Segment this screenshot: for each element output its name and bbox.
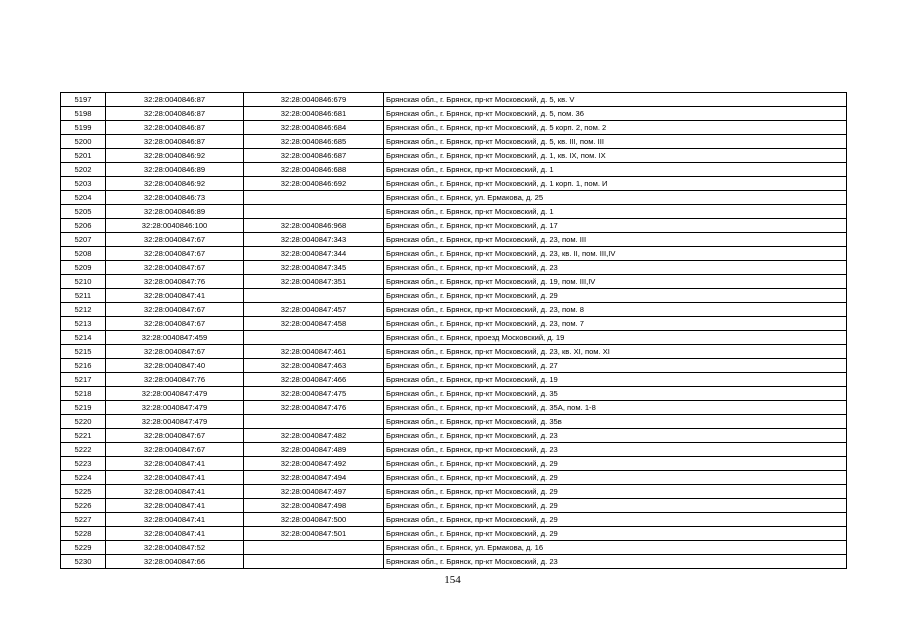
table-row <box>61 261 847 275</box>
table-row <box>61 107 847 121</box>
address-cell: Брянская обл., г. Брянск, пр-кт Московский, д. 27 <box>384 359 847 373</box>
address-cell: Брянская обл., г. Брянск, пр-кт Московский, д. 23, пом. III <box>384 233 847 247</box>
address-cell: Брянская обл., г. Брянск, пр-кт Московский, д. 29 <box>384 499 847 513</box>
row-number-cell: 5212 <box>61 303 106 317</box>
row-number-cell: 5223 <box>61 457 106 471</box>
object-cadastral-number-cell: 32:28:0040847:500 <box>244 513 384 527</box>
parcel-cadastral-number-cell: 32:28:0040846:89 <box>106 205 244 219</box>
table-row <box>61 471 847 485</box>
row-number-cell: 5211 <box>61 289 106 303</box>
address-cell: Брянская обл., г. Брянск, пр-кт Московский, д. 29 <box>384 485 847 499</box>
parcel-cadastral-number-cell: 32:28:0040847:67 <box>106 233 244 247</box>
table-row <box>61 233 847 247</box>
table-row <box>61 303 847 317</box>
object-cadastral-number-cell <box>244 289 384 303</box>
object-cadastral-number-cell <box>244 191 384 205</box>
object-cadastral-number-cell <box>244 415 384 429</box>
parcel-cadastral-number-cell: 32:28:0040847:67 <box>106 443 244 457</box>
address-cell: Брянская обл., г. Брянск, пр-кт Московский, д. 23 <box>384 443 847 457</box>
table-row <box>61 149 847 163</box>
parcel-cadastral-number-cell: 32:28:0040847:52 <box>106 541 244 555</box>
table-row <box>61 135 847 149</box>
table-row <box>61 359 847 373</box>
parcel-cadastral-number-cell: 32:28:0040847:479 <box>106 401 244 415</box>
table-row <box>61 219 847 233</box>
row-number-cell: 5215 <box>61 345 106 359</box>
parcel-cadastral-number-cell: 32:28:0040846:87 <box>106 107 244 121</box>
object-cadastral-number-cell: 32:28:0040847:351 <box>244 275 384 289</box>
row-number-cell: 5205 <box>61 205 106 219</box>
address-cell: Брянская обл., г. Брянск, ул. Ермакова, д. 16 <box>384 541 847 555</box>
object-cadastral-number-cell: 32:28:0040847:463 <box>244 359 384 373</box>
row-number-cell: 5197 <box>61 93 106 107</box>
address-cell: Брянская обл., г. Брянск, пр-кт Московский, д. 23, кв. XI, пом. XI <box>384 345 847 359</box>
parcel-cadastral-number-cell: 32:28:0040847:479 <box>106 387 244 401</box>
object-cadastral-number-cell: 32:28:0040847:476 <box>244 401 384 415</box>
row-number-cell: 5218 <box>61 387 106 401</box>
object-cadastral-number-cell: 32:28:0040847:501 <box>244 527 384 541</box>
address-cell: Брянская обл., г. Брянск, пр-кт Московский, д. 23 <box>384 261 847 275</box>
row-number-cell: 5226 <box>61 499 106 513</box>
address-cell: Брянская обл., г. Брянск, пр-кт Московский, д. 5, кв. V <box>384 93 847 107</box>
object-cadastral-number-cell <box>244 205 384 219</box>
row-number-cell: 5222 <box>61 443 106 457</box>
row-number-cell: 5204 <box>61 191 106 205</box>
object-cadastral-number-cell: 32:28:0040846:681 <box>244 107 384 121</box>
address-cell: Брянская обл., г. Брянск, пр-кт Московский, д. 35в <box>384 415 847 429</box>
object-cadastral-number-cell: 32:28:0040847:498 <box>244 499 384 513</box>
row-number-cell: 5214 <box>61 331 106 345</box>
parcel-cadastral-number-cell: 32:28:0040846:89 <box>106 163 244 177</box>
object-cadastral-number-cell: 32:28:0040847:494 <box>244 471 384 485</box>
address-cell: Брянская обл., г. Брянск, пр-кт Московский, д. 5, кв. III, пом. III <box>384 135 847 149</box>
table-row <box>61 317 847 331</box>
parcel-cadastral-number-cell: 32:28:0040846:92 <box>106 149 244 163</box>
address-cell: Брянская обл., г. Брянск, пр-кт Московский, д. 1 <box>384 205 847 219</box>
parcel-cadastral-number-cell: 32:28:0040847:76 <box>106 373 244 387</box>
object-cadastral-number-cell: 32:28:0040847:497 <box>244 485 384 499</box>
parcel-cadastral-number-cell: 32:28:0040847:41 <box>106 499 244 513</box>
object-cadastral-number-cell: 32:28:0040847:457 <box>244 303 384 317</box>
address-cell: Брянская обл., г. Брянск, пр-кт Московский, д. 35 <box>384 387 847 401</box>
address-cell: Брянская обл., г. Брянск, пр-кт Московский, д. 35А, пом. 1-8 <box>384 401 847 415</box>
table-row <box>61 429 847 443</box>
parcel-cadastral-number-cell: 32:28:0040847:41 <box>106 513 244 527</box>
table-row <box>61 541 847 555</box>
row-number-cell: 5219 <box>61 401 106 415</box>
parcel-cadastral-number-cell: 32:28:0040847:41 <box>106 289 244 303</box>
object-cadastral-number-cell: 32:28:0040846:687 <box>244 149 384 163</box>
row-number-cell: 5230 <box>61 555 106 569</box>
object-cadastral-number-cell: 32:28:0040846:968 <box>244 219 384 233</box>
table-row <box>61 443 847 457</box>
table-row <box>61 121 847 135</box>
object-cadastral-number-cell: 32:28:0040847:492 <box>244 457 384 471</box>
table-row <box>61 387 847 401</box>
table-row <box>61 247 847 261</box>
address-cell: Брянская обл., г. Брянск, пр-кт Московский, д. 29 <box>384 457 847 471</box>
row-number-cell: 5209 <box>61 261 106 275</box>
table-row <box>61 191 847 205</box>
parcel-cadastral-number-cell: 32:28:0040847:41 <box>106 485 244 499</box>
parcel-cadastral-number-cell: 32:28:0040846:73 <box>106 191 244 205</box>
row-number-cell: 5206 <box>61 219 106 233</box>
table-row <box>61 499 847 513</box>
object-cadastral-number-cell: 32:28:0040847:489 <box>244 443 384 457</box>
address-cell: Брянская обл., г. Брянск, пр-кт Московский, д. 23, кв. II, пом. III,IV <box>384 247 847 261</box>
table-row <box>61 555 847 569</box>
table-row <box>61 513 847 527</box>
parcel-cadastral-number-cell: 32:28:0040847:459 <box>106 331 244 345</box>
row-number-cell: 5227 <box>61 513 106 527</box>
row-number-cell: 5221 <box>61 429 106 443</box>
object-cadastral-number-cell: 32:28:0040847:461 <box>244 345 384 359</box>
table-row <box>61 527 847 541</box>
object-cadastral-number-cell <box>244 555 384 569</box>
row-number-cell: 5208 <box>61 247 106 261</box>
object-cadastral-number-cell: 32:28:0040847:466 <box>244 373 384 387</box>
parcel-cadastral-number-cell: 32:28:0040846:100 <box>106 219 244 233</box>
address-cell: Брянская обл., г. Брянск, пр-кт Московский, д. 1, кв. IX, пом. IX <box>384 149 847 163</box>
address-cell: Брянская обл., г. Брянск, пр-кт Московский, д. 17 <box>384 219 847 233</box>
table-row <box>61 331 847 345</box>
parcel-cadastral-number-cell: 32:28:0040847:76 <box>106 275 244 289</box>
page-number: 154 <box>444 574 461 586</box>
table-row <box>61 415 847 429</box>
table-row <box>61 373 847 387</box>
table-row <box>61 93 847 107</box>
row-number-cell: 5225 <box>61 485 106 499</box>
parcel-cadastral-number-cell: 32:28:0040847:67 <box>106 317 244 331</box>
address-cell: Брянская обл., г. Брянск, пр-кт Московский, д. 5 корп. 2, пом. 2 <box>384 121 847 135</box>
parcel-cadastral-number-cell: 32:28:0040847:41 <box>106 457 244 471</box>
table-row <box>61 163 847 177</box>
row-number-cell: 5201 <box>61 149 106 163</box>
row-number-cell: 5220 <box>61 415 106 429</box>
address-cell: Брянская обл., г. Брянск, ул. Ермакова, д. 25 <box>384 191 847 205</box>
row-number-cell: 5224 <box>61 471 106 485</box>
object-cadastral-number-cell: 32:28:0040846:692 <box>244 177 384 191</box>
table-row <box>61 485 847 499</box>
parcel-cadastral-number-cell: 32:28:0040847:67 <box>106 429 244 443</box>
object-cadastral-number-cell <box>244 331 384 345</box>
address-cell: Брянская обл., г. Брянск, проезд Московский, д. 19 <box>384 331 847 345</box>
table-row <box>61 289 847 303</box>
table-row <box>61 457 847 471</box>
object-cadastral-number-cell: 32:28:0040846:679 <box>244 93 384 107</box>
object-cadastral-number-cell: 32:28:0040847:475 <box>244 387 384 401</box>
parcel-cadastral-number-cell: 32:28:0040846:92 <box>106 177 244 191</box>
parcel-cadastral-number-cell: 32:28:0040847:479 <box>106 415 244 429</box>
address-cell: Брянская обл., г. Брянск, пр-кт Московский, д. 19 <box>384 373 847 387</box>
address-cell: Брянская обл., г. Брянск, пр-кт Московский, д. 1 <box>384 163 847 177</box>
address-cell: Брянская обл., г. Брянск, пр-кт Московский, д. 29 <box>384 513 847 527</box>
address-cell: Брянская обл., г. Брянск, пр-кт Московский, д. 23 <box>384 555 847 569</box>
object-cadastral-number-cell: 32:28:0040846:684 <box>244 121 384 135</box>
parcel-cadastral-number-cell: 32:28:0040847:67 <box>106 247 244 261</box>
object-cadastral-number-cell: 32:28:0040847:458 <box>244 317 384 331</box>
address-cell: Брянская обл., г. Брянск, пр-кт Московский, д. 23, пом. 8 <box>384 303 847 317</box>
table-row <box>61 177 847 191</box>
address-cell: Брянская обл., г. Брянск, пр-кт Московский, д. 29 <box>384 527 847 541</box>
table-row <box>61 275 847 289</box>
table-row <box>61 345 847 359</box>
row-number-cell: 5228 <box>61 527 106 541</box>
object-cadastral-number-cell: 32:28:0040847:344 <box>244 247 384 261</box>
address-cell: Брянская обл., г. Брянск, пр-кт Московский, д. 29 <box>384 471 847 485</box>
object-cadastral-number-cell: 32:28:0040847:343 <box>244 233 384 247</box>
row-number-cell: 5198 <box>61 107 106 121</box>
register-table-body <box>61 93 847 569</box>
row-number-cell: 5213 <box>61 317 106 331</box>
register-table <box>60 92 847 569</box>
address-cell: Брянская обл., г. Брянск, пр-кт Московский, д. 19, пом. III,IV <box>384 275 847 289</box>
table-row <box>61 401 847 415</box>
parcel-cadastral-number-cell: 32:28:0040847:41 <box>106 471 244 485</box>
parcel-cadastral-number-cell: 32:28:0040847:67 <box>106 261 244 275</box>
address-cell: Брянская обл., г. Брянск, пр-кт Московский, д. 1 корп. 1, пом. И <box>384 177 847 191</box>
row-number-cell: 5210 <box>61 275 106 289</box>
object-cadastral-number-cell <box>244 541 384 555</box>
row-number-cell: 5200 <box>61 135 106 149</box>
row-number-cell: 5229 <box>61 541 106 555</box>
row-number-cell: 5203 <box>61 177 106 191</box>
parcel-cadastral-number-cell: 32:28:0040846:87 <box>106 93 244 107</box>
parcel-cadastral-number-cell: 32:28:0040846:87 <box>106 135 244 149</box>
object-cadastral-number-cell: 32:28:0040847:345 <box>244 261 384 275</box>
object-cadastral-number-cell: 32:28:0040846:688 <box>244 163 384 177</box>
parcel-cadastral-number-cell: 32:28:0040846:87 <box>106 121 244 135</box>
parcel-cadastral-number-cell: 32:28:0040847:67 <box>106 303 244 317</box>
row-number-cell: 5202 <box>61 163 106 177</box>
parcel-cadastral-number-cell: 32:28:0040847:67 <box>106 345 244 359</box>
address-cell: Брянская обл., г. Брянск, пр-кт Московский, д. 5, пом. 36 <box>384 107 847 121</box>
address-cell: Брянская обл., г. Брянск, пр-кт Московский, д. 23, пом. 7 <box>384 317 847 331</box>
row-number-cell: 5216 <box>61 359 106 373</box>
object-cadastral-number-cell: 32:28:0040846:685 <box>244 135 384 149</box>
parcel-cadastral-number-cell: 32:28:0040847:41 <box>106 527 244 541</box>
address-cell: Брянская обл., г. Брянск, пр-кт Московский, д. 23 <box>384 429 847 443</box>
row-number-cell: 5217 <box>61 373 106 387</box>
object-cadastral-number-cell: 32:28:0040847:482 <box>244 429 384 443</box>
table-row <box>61 205 847 219</box>
row-number-cell: 5199 <box>61 121 106 135</box>
parcel-cadastral-number-cell: 32:28:0040847:66 <box>106 555 244 569</box>
parcel-cadastral-number-cell: 32:28:0040847:40 <box>106 359 244 373</box>
address-cell: Брянская обл., г. Брянск, пр-кт Московский, д. 29 <box>384 289 847 303</box>
row-number-cell: 5207 <box>61 233 106 247</box>
